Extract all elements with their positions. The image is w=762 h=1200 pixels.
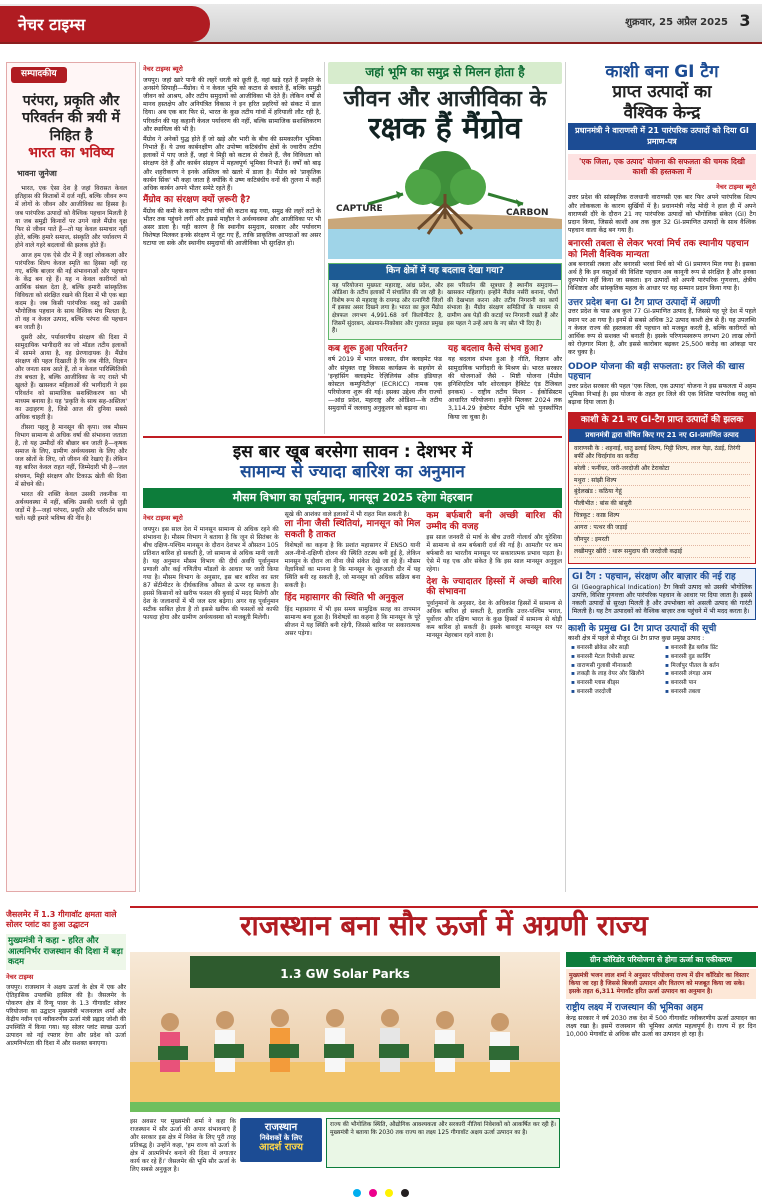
- subheading: मैंग्रोव का संरक्षण क्यों ज़रूरी है?: [143, 195, 251, 206]
- editorial-para: तीसरा पहलू है मानसून की कृपा। जब मौसम विभाग सामान्य से अधिक वर्षा की संभावना जताता है, तो यह उम्मीदों की बौछार बन जाती है—कृषक समाज के लिए, ग्रामीण अर्थव्यवस्था के लिए और जल स्रोतों के लिए, जो जीवन की रेखाएं हैं। लेकिन यह बारिश केवल राहत नहीं, जिम्मेदारी भी है—जल संचयन, मिट्टी संरक्षण और टिकाऊ खेती की दिशा में सोचने की।: [15, 424, 127, 488]
- list-item: ▪ बनारसी पान: [665, 680, 753, 688]
- list-item: ▪ बनारसी हैंड ब्लॉक प्रिंट: [665, 645, 753, 653]
- list-item: चित्रकूट : काष्ठ शिल्प: [574, 512, 750, 522]
- mangrove-headline-2: रक्षक हैं मैंग्रोव: [368, 111, 522, 147]
- gi-explainer-text: GI (Geographical Indication) टैग किसी उत्पाद को उसकी भौगोलिक उत्पत्ति, विशिष्ट गुणवत्ता और पारंपरिक पहचान के आधार पर दिया जाता है। इससे नकली उत्पादों से सुरक्षा मिलती है और उपभोक्ता को असली उत्पाद की गारंटी मिलती है। यह टैग उत्पादकों को वैश्विक बाज़ार तक पहुंचने में भी मदद करता है।: [572, 583, 752, 616]
- gi-headline-1: काशी बना GI टैग: [605, 62, 719, 82]
- gi-tag-feature: [568, 62, 756, 902]
- list-item: ▪ वाराणसी गुलाबी मीनाकारी: [571, 663, 659, 671]
- mangrove-tree-graphic: [328, 149, 562, 259]
- mangrove-illustration: [328, 149, 562, 259]
- list-item: ▪ बनारसी मेटल रिपोसी क्राफ्ट: [571, 654, 659, 662]
- info-box-body: [329, 280, 561, 339]
- monsoon-text: सूखे की आशंका वाले इलाकों में भी राहत मिल सकती है।: [284, 511, 410, 519]
- info-box-title: किन क्षेत्रों में यह बदलाव देखा गया?: [329, 264, 561, 280]
- subheading: देश के ज्यादातर हिस्सों में अच्छी बारिश की संभावना: [426, 577, 562, 598]
- investor-state-badge: [240, 1118, 322, 1162]
- stage-photo-graphic: [130, 952, 560, 1112]
- monsoon-text: जयपुर। इस साल देश में मानसून सामान्य से अधिक रहने की संभावना है। मौसम विभाग ने बताया है कि जून से सितंबर के बीच दक्षिण-पश्चिम मानसून के दौरान देशभर में औसतन 105 प्रतिशत बारिश हो सकती है, जो सामान्य से अधिक मानी जाती है। यह अनुमान मौसम विभाग की दीर्घ अवधि पूर्वानुमान प्रणाली और कई गणितीय मॉडलों के आधार पर जारी किया गया है। मौसम विभाग के अनुसार, इस बार बारिश का स्तर 87 सेंटीमीटर के दीर्घकालिक औसत से ऊपर रह सकता है। इससे किसानों को खरीफ फसल की बुवाई में मदद मिलेगी और देश के जलाशयों में भी जल स्तर बढ़ेगा। अगर यह पूर्वानुमान सटीक साबित होता है तो इससे खरीफ की फसलों को काफी फायदा होगा और ग्रामीण अर्थव्यवस्था को मजबूती मिलेगी।: [143, 525, 279, 622]
- green-corridor-text: मुख्यमंत्री भजन लाल शर्मा ने अनुसार परियोजना राज्य में ग्रीन कॉरिडोर का विस्तार किया जा रहा है जिससे बिजली उत्पादन और वितरण को मजबूत किया जा सके। इसके तहत 6,311 मेगावॉट हरित ऊर्जा उत्पादन का अनुमान है।: [566, 969, 756, 999]
- column-divider: [565, 62, 566, 892]
- capture-label: CAPTURE: [336, 203, 383, 214]
- list-item: ▪ बनारसी ब्रोकेड और साड़ी: [571, 645, 659, 653]
- editorial-para: दूसरी ओर, पर्यावरणीय संरक्षण की दिशा में सामुदायिक भागीदारी का जो मॉडल तटीय इलाकों में सामने आया है, वह प्रेरणादायक है। मैंग्रोव संरक्षण की पहल दिखाती है कि जब नीति, विज्ञान और जनता साथ आते हैं, तो न केवल पारिस्थितिकी तंत्र बचता है, बल्कि आजीविका के नए रास्ते भी खुलते हैं। खासकर महिलाओं की भागीदारी ने इस परिवर्तन को सामाजिक सशक्तिकरण का भी माध्यम बनाया है। यह 'प्रकृति के साथ सह-अस्तित्व' का उदाहरण है, जिसे आज की दुनिया सबसे अधिक चाहती है।: [15, 333, 127, 422]
- solar-inauguration-photo: [130, 952, 560, 1112]
- carbon-label: CARBON: [506, 207, 549, 218]
- list-item: वाराणसी के : शहनाई, धातु ढलाई शिल्प, मिट्टी शिल्प, लाल पेड़ा, ठंडई, तिरंगी बर्फी और चिरईगांव का करौंदा: [574, 445, 750, 463]
- list-item: ▪ बनारसी तबला: [665, 689, 753, 697]
- masthead: नेचर टाइम्स: [0, 6, 210, 42]
- stage-banner-text: 1.3 GW Solar Parks: [280, 967, 410, 981]
- subheading: कब शुरू हुआ परिवर्तन?: [328, 343, 409, 354]
- badge-line-1: राजस्थान: [264, 1122, 298, 1133]
- story-para: मैंग्रोव की कमी के कारण तटीय गांवों की कटाव बढ़ गया, समुद्र की लहरें तटों के भीतर तक पहुंचने लगीं और इससे माहौल ने अर्थव्यवस्था और आजीविका पर भी असर डाला है। यही कारण है कि स्थानीय समुदाय, सरकार और पर्यावरण विशेषज्ञ मिलकर इनके संरक्षण में जुट गए हैं, ताकि प्राकृतिक आपदाओं का असर घटाया जा सके और स्थानीय समुदायों की आजीविका भी सुरक्षित हो।: [143, 207, 321, 248]
- list-item: बरेली : फर्नीचर, जरी-जरदोजी और टेराकोटा: [574, 465, 750, 475]
- monsoon-col: [285, 511, 421, 640]
- list-item: ▪ बनारसी जरदोजी: [571, 689, 659, 697]
- monsoon-col: [426, 511, 562, 640]
- info-box-col: इस परिवर्तन की सूत्रधार है स्थानीय समुदाय—खासकर महिलाएं। इन्होंने मैंग्रोव नर्सरी बनाना, पौधों की देखभाल करना और तटीय निगरानी का कार्य संभाला है। मैंग्रोव संरक्षण समितियों के माध्यम से ग्रामीण अब पेड़ों की कटाई पर निगरानी रखते हैं और इस पहल ने उन्हें आय के नए स्रोत भी दिए हैं।: [447, 282, 558, 327]
- story-para: जयपुर। जहां खारे पानी की लहरें धरती को छूती हैं, वहां खड़े रहते हैं प्रकृति के अनसंगे सिपाही—मैंग्रोव। ये न केवल भूमि को कटाव से बचाते हैं, बल्कि समुद्री जीवन को आश्रय, और तटीय समुदायों को आजीविका भी देते हैं। लेकिन वर्षों से मानव हस्तक्षेप और अनियंत्रित विकास ने इन हरित प्रहरियों को संकट में डाल दिया। अब एक बार फिर से, भारत के कुछ तटीय गांवों में हरियाली लौट रही है, परिवर्तन की यह कहानी केवल पर्यावरण की नहीं, बल्कि सामाजिक सशक्तिकरण और स्थायित्व की भी है।: [143, 76, 321, 133]
- monsoon-text: पूर्वानुमानों के अनुसार, देश के अधिकांश हिस्सों में सामान्य से अधिक बारिश हो सकती है, हालांकि उत्तर-पश्चिम भारत, पूर्वोत्तर और दक्षिण भारत के कुछ हिस्सों में सामान्य से थोड़ी कम बारिश हो सकती है। इसके बावजूद मानसून सत्र पर मानसून मेहरबान रहने वाला है।: [426, 599, 562, 639]
- solar-side-headline: जैसलमेर में 1.3 गीगावॉट क्षमता वाले सोलर प्लांट का हुआ उद्घाटन: [6, 910, 117, 929]
- byline: नेचर टाइम्स ब्यूरो: [143, 514, 183, 523]
- solar-side-column: [6, 910, 126, 1048]
- list-item: पीलीभीत : बांस की बांसुरी: [574, 500, 750, 510]
- badge-line-3: आदर्श राज्य: [258, 1142, 303, 1154]
- subsection: [328, 344, 442, 422]
- info-box-col: यह परियोजना मुख्यतः महाराष्ट्र, आंध्र प्रदेश, और ओडिशा के तटीय इलाकों में संचालित की जा रही है। विशेष रूप से महाराष्ट्र के रायगढ़ और रत्नागिरी जिलों में इसका असर दिखने लगा है। भारत का कुल मैंग्रोव क्षेत्रफल लगभग 4,991.68 वर्ग किलोमीटर है, जिसमें सुंदरबन, अंडमान-निकोबार और गुजरात प्रमुख हैं।: [332, 282, 443, 335]
- gi-headline: [568, 62, 756, 123]
- subsection: [448, 344, 562, 422]
- monsoon-text: इस साल जनवरी से मार्च के बीच उत्तरी गोलार्ध और यूरेशिया में सामान्य से कम बर्फबारी दर्ज की गई है। आमतौर पर कम बर्फबारी का भारतीय मानसून पर सकारात्मक प्रभाव पड़ता है। ऐसे में यह एक और संकेत है कि इस साल मानसून अनुकूल रहेगा।: [426, 533, 562, 574]
- subheading: हिंद महासागर की स्थिति भी अनुकूल: [284, 593, 404, 604]
- story-para: मैंग्रोव ने अनेकों युद्ध होते हैं जो खड़े और भारी के बीच की समकालीन भूमिका निभाते हैं। ये उच्च कार्बनक्षीण और उपोष्ण कटिबंधीय क्षेत्रों के ज्वारीय तटीय इलाकों में पाए जाते हैं, जहां ये मिट्टी को कटाव से रोकते हैं, जैव विविधता को संरक्षण देते हैं और कार्बन संग्रहण में महत्वपूर्ण भूमिका निभाते हैं। वर्षों को बाढ़ और शहरीकरण ने इनके अस्तित्व को खतरे में डाला है। मैंग्रोव को 'प्राकृतिक कार्बन सिंक' भी कहा जाता है क्योंकि ये उष्ण कटिबंधीय वनों की तुलना में कहीं अधिक कार्बन अपने भीतर समेटे रहते हैं।: [143, 135, 321, 193]
- list-item: लखीमपुर खीरी : थारू समुदाय की जरदोजी कढ़ाई: [574, 548, 750, 558]
- green-corridor-headline: ग्रीन कॉरिडोर परियोजना से होगा ऊर्जा का एकीकरण: [566, 952, 756, 967]
- list-item: आगरा : पत्थर की जड़ाई: [574, 524, 750, 534]
- mangrove-headline: [328, 87, 562, 147]
- badge-line-2: निवेशकों के लिए: [259, 1134, 303, 1142]
- gi-section-heading: उत्तर प्रदेश बना GI टैग प्राप्त उत्पादों में अग्रणी: [568, 297, 720, 308]
- gi-product-list: [568, 643, 756, 699]
- editorial-tag: सम्पादकीय: [11, 67, 67, 83]
- solar-story: [0, 900, 762, 1200]
- black-dot-icon: [401, 1189, 409, 1197]
- mangrove-subrow: [328, 344, 562, 422]
- byline: नेचर टाइम्स: [6, 972, 34, 981]
- monsoon-columns: [143, 511, 562, 640]
- gi-para: काशी क्षेत्र में पहले से मौजूद GI टैग प्राप्त कुछ प्रमुख उत्पाद :: [568, 635, 705, 643]
- mangrove-feature: [328, 62, 562, 434]
- subheading: यह बदलाव कैसे संभव हुआ?: [448, 343, 544, 354]
- gi-para: उत्तर प्रदेश के पास अब कुल 77 GI-प्रमाणित उत्पाद हैं, जिससे यह पूरे देश में पहले स्थान पर आ गया है। इनमें से सबसे अधिक 32 उत्पाद काशी क्षेत्र से हैं। यह उपलब्धि न केवल राज्य की हस्तकला की पहचान को मजबूत करती है, बल्कि कारीगरों को आर्थिक रूप से सशक्त भी बनाती है। इसके परिणामस्वरूप लगभग 20 लाख लोगों को रोज़गार मिला है, और इससे कारोबार बढ़कर 25,500 करोड़ का आंकड़ा पार कर चुका है।: [568, 308, 756, 357]
- gi-explainer-box: [568, 568, 756, 621]
- monsoon-headline-2: सामान्य से ज्यादा बारिश का अनुमान: [240, 462, 465, 483]
- list-item: ▪ मिर्जापुर पीतल के बर्तन: [665, 663, 753, 671]
- registration-marks: [0, 1186, 762, 1200]
- column-divider: [139, 62, 140, 892]
- byline: नेचर टाइम्स ब्यूरो: [143, 65, 183, 73]
- gi-list: [569, 442, 755, 563]
- byline: नेचर टाइम्स ब्यूरो: [716, 182, 756, 191]
- editorial-body: [7, 181, 135, 528]
- gi-para: उत्तर प्रदेश की सांस्कृतिक राजधानी वाराणसी एक बार फिर अपने पारंपरिक शिल्प और लोककला के कारण सुर्खियों में है। प्रधानमंत्री नरेंद्र मोदी ने हाल ही में अपने वाराणसी दौरे के दौरान 21 नए पारंपरिक उत्पादों को भौगोलिक संकेत (GI) टैग प्रदान किया, जिससे काशी अब तक कुल 32 GI-प्रमाणित उत्पादों के साथ वैश्विक पहचान वाला केंद्र बन गया है।: [568, 194, 756, 235]
- editorial-column: [6, 62, 136, 892]
- editorial-para: भारत की शक्ति केवल उसकी तकनीक या अर्थव्यवस्था में नहीं, बल्कि उसकी धरती से जुड़ी जड़ों में है—जहां परंपरा, प्रकृति और परिवर्तन साथ चलें। यही हमारे भविष्य की नींव है।: [15, 490, 127, 522]
- green-corridor-column: [566, 952, 756, 1040]
- list-item: ▪ बनारसी लंगड़ा आम: [665, 671, 753, 679]
- subsection-text: यह बदलाव संभव हुआ है नीति, विज्ञान और सामुदायिक भागीदारी के मिश्रण से। भारत सरकार की योजनाओं जैसे - मिष्टी योजना (मैंग्रोव इनिशिएटिव फॉर शोरलाइन हैबिटेट एंड टैंजिबल इनकम) - राष्ट्रीय तटीय मिशन - ईकोसिस्टम आधारित परियोजना। इन्होंने मिलकर 2024 तक 3,114.29 हेक्टेयर मैंग्रोव भूमि को पुनर्स्थापित किया जा चुका है।: [448, 356, 562, 421]
- gi-headline-2: प्राप्त उत्पादों का: [612, 82, 712, 103]
- national-target-heading: राष्ट्रीय लक्ष्य में राजस्थान की भूमिका अहम: [566, 1003, 703, 1014]
- cyan-dot-icon: [353, 1189, 361, 1197]
- list-item: ▪ बनारसी वुड कार्विंग: [665, 654, 753, 662]
- subsection-text: वर्ष 2019 में भारत सरकार, ग्रीन क्लाइमेट फंड और संयुक्त राष्ट्र विकास कार्यक्रम के सहयोग से 'इन्हांसिंग क्लाइमेट रेज़िलियंस ऑफ़ इंडियाज़ कोस्टल कम्युनिटीज़' (ECRICC) नामक एक परियोजना शुरू की गई। इसका उद्देश्य तीन राज्यों—आंध्र प्रदेश, महाराष्ट्र और ओडिशा—के तटीय समुदायों में जलवायु अनुकूलन को बढ़ाना था।: [328, 356, 442, 413]
- editorial-headline: [7, 87, 135, 167]
- monsoon-strapline: मौसम विभाग का पूर्वानुमान, मानसून 2025 रहेगा मेहरबान: [143, 488, 562, 509]
- solar-headline: राजस्थान बना सौर ऊर्जा में अग्रणी राज्य: [130, 906, 758, 950]
- gi-subheadline: प्रधानमंत्री ने वाराणसी में 21 पारंपरिक उत्पादों को दिया GI प्रमाण-पत्र: [568, 123, 756, 150]
- monsoon-headline-1: इस बार खूब बरसेगा सावन : देशभर में: [232, 442, 473, 462]
- gi-headline-3: वैश्विक केन्द्र: [623, 102, 701, 123]
- list-item: जौनपुर : इमरती: [574, 536, 750, 546]
- gi-subheadline-2: 'एक जिला, एक उत्पाद' योजना की सफलता की चमक दिखी काशी की हस्तकला में: [568, 154, 756, 180]
- monsoon-text: विशेषज्ञों का कहना है कि प्रशांत महासागर में ENSO यानी अल-नीनो-दक्षिणी दोलन की स्थिति तटस्थ बनी हुई है, लेकिन मानसून के दौरान ला नीना जैसे संकेत देखे जा रहे हैं। मौसम वैज्ञानिकों का मानना है कि मानसून के शुरुआती दौर में यह स्थिति बनी रह सकती है, जो मानसून को अधिक सक्रिय बना सकती है।: [284, 542, 421, 590]
- magenta-dot-icon: [369, 1189, 377, 1197]
- gi-explainer-heading: GI टैग : पहचान, संरक्षण और बाज़ार की नई राह: [572, 571, 736, 582]
- gi-para: उत्तर प्रदेश सरकार की पहल 'एक जिला, एक उत्पाद' योजना ने इस सफलता में अहम भूमिका निभाई है। इस योजना के तहत हर जिले की एक विशिष्ट पारंपरिक वस्तु को बढ़ावा दिया जाता है।: [568, 383, 756, 407]
- mangrove-story-column: [143, 62, 321, 434]
- solar-policy-box: राज्य की भौगोलिक स्थिति, औद्योगिक आवश्यकता और सरकारी नीतियां निवेशकों को आकर्षित कर रही हैं। मुख्यमंत्री ने बताया कि 2030 तक राज्य का लक्ष्य 125 गीगावॉट अक्षय ऊर्जा उत्पादन का है।: [326, 1118, 560, 1168]
- list-item: मथुरा : सांझी शिल्प: [574, 477, 750, 487]
- gi-list-header: काशी के 21 नए GI-टैग प्राप्त उत्पादों की झलक: [569, 413, 755, 429]
- national-target-text: केन्द्र सरकार ने वर्ष 2030 तक देश में 500 गीगावॉट नवीकरणीय ऊर्जा उत्पादन का लक्ष्य रखा है। इसमें राजस्थान की भूमिका अत्यंत महत्वपूर्ण है। राज्य में हर दिन 10,000 मेगावॉट से अधिक सौर ऊर्जा का उत्पादन हो रहा है।: [566, 1015, 756, 1039]
- mangrove-kicker: जहां भूमि का समुद्र से मिलन होता है: [328, 62, 562, 84]
- solar-text: इस अवसर पर मुख्यमंत्री शर्मा ने कहा कि राजस्थान में सौर ऊर्जा की अपार संभावनाएं हैं और सरकार इस क्षेत्र में निवेश के लिए पूरी तरह प्रतिबद्ध है। उन्होंने कहा, 'हम राज्य को ऊर्जा के क्षेत्र में आत्मनिर्भर बनाने की दिशा में लगातार कार्य कर रहे हैं।' जैसलमेर की भूमि सौर ऊर्जा के लिए सबसे अनुकूल है।: [130, 1118, 236, 1174]
- column-divider: [324, 62, 325, 434]
- yellow-dot-icon: [385, 1189, 393, 1197]
- editorial-headline-1: परंपरा, प्रकृति और परिवर्तन की त्रयी में निहित है: [22, 92, 120, 144]
- gi-section-heading: बनारसी तबला से लेकर भरवां मिर्च तक स्थानीय पहचान को मिली वैश्विक मान्यता: [568, 239, 749, 261]
- page-number: 3: [739, 11, 751, 30]
- mangrove-info-box: [328, 263, 562, 340]
- editorial-headline-2: भारत का भविष्य: [28, 145, 114, 162]
- dateline: शुक्रवार, 25 अप्रैल 2025: [625, 17, 728, 28]
- gi-para: अब बनारसी तबला और बनारसी भरवां मिर्च को भी GI प्रमाणन मिल गया है। इसका अर्थ है कि इन वस्तुओं की विशिष्ट पहचान अब कानूनी रूप से संरक्षित है और इनका दुरुपयोग नहीं किया जा सकता। इन उत्पादों को अपनी पारंपरिक गुणवत्ता, क्षेत्रीय विशिष्टता और सांस्कृतिक महत्व के आधार पर यह सम्मान प्रदान किया गया है।: [568, 260, 756, 293]
- gi-list-subheader: प्रधानमंत्री द्वारा घोषित किए गए 21 नए GI-प्रमाणित उत्पाद: [569, 429, 755, 442]
- solar-side-subheadline: मुख्यमंत्री ने कहा - हरित और आत्मनिर्भर राजस्थान की दिशा में बड़ा कदम: [6, 934, 126, 970]
- editorial-para: आज हम एक ऐसे दौर में हैं जहां लोककला और पारंपरिक शिल्प केवल स्मृति का हिस्सा नहीं रह गए, बल्कि बाज़ार की नई संभावनाओं और पहचान के केंद्र बन रहे हैं। यह न केवल कारीगरों को आर्थिक संबल देता है, बल्कि हमारी सांस्कृतिक विविधता को संरक्षित रखने की दिशा में भी एक बड़ा कदम है। जब किसी पारंपरिक वस्तु को उसकी भौगोलिक पहचान के साथ वैश्विक मंच मिलता है, तो वह न केवल उत्पाद, बल्कि परंपरा की पहचान बन जाती है।: [15, 251, 127, 331]
- subheading: ला नीना जैसी स्थितियां, मानसून को मिल सकती है ताकत: [284, 519, 421, 540]
- gi-section-heading: काशी के प्रमुख GI टैग प्राप्त उत्पादों की सूची: [568, 624, 717, 635]
- list-item: बुंदेलखंड : कठिया गेहूं: [574, 488, 750, 498]
- monsoon-text: हिंद महासागर में भी इस समय सामुद्रिक सतह का तापमान सामान्य बना हुआ है। विशेषज्ञों का कहना है कि मानसून के पूरे सीजन में यह स्थिति बनी रहेगी, जिससे बारिश पर सकारात्मक असर पड़ेगा।: [284, 605, 421, 637]
- list-item: ▪ बनारसी ग्लास बीड्स: [571, 680, 659, 688]
- monsoon-story: [143, 436, 562, 876]
- monsoon-col: [143, 511, 279, 640]
- page-header: [0, 0, 762, 46]
- gi-section-heading: ODOP योजना की बड़ी सफलता: हर जिले की खास पहचान: [568, 361, 745, 383]
- editorial-author: भावना जुनेजा: [17, 168, 57, 178]
- subheading: कम बर्फबारी बनी अच्छी बारिश की उम्मीद की वजह: [426, 511, 562, 532]
- mangrove-headline-1: जीवन और आजीविका के: [343, 86, 547, 112]
- editorial-para: भारत, एक ऐसा देश है जहां विरासत केवल इतिहास की किताबों में दर्ज नहीं, बल्कि जीवन रूप में लोगों के जीवन और आजीविका का हिस्सा है। जब पारंपरिक उत्पादों को वैश्विक पहचान मिलती है या जब समुद्री किनारों पर उगने वाले मैंग्रोव वृक्ष फिर से जीवन पाते हैं—तो यह केवल समाचार नहीं होते, बल्कि हमारे समाज, संस्कृति और पर्यावरण में होने वाले गहरे बदलावों की झलक होते हैं।: [15, 185, 127, 249]
- list-item: ▪ लकड़ी के लाह वेयर और खिलौने: [571, 671, 659, 679]
- solar-side-text: जयपुर। राजस्थान ने अक्षय ऊर्जा के क्षेत्र में एक और ऐतिहासिक उपलब्धि हासिल की है। जैसलमेर के पोकरण क्षेत्र में रिन्यू पावर के 1.3 गीगावॉट सोलर परियोजना का उद्घाटन मुख्यमंत्री भजनलाल शर्मा और केंद्रीय नवीन एवं नवीकरणीय ऊर्जा मंत्री प्रह्लाद जोशी की उपस्थिति में किया गया। यह सोलर प्लांट स्वच्छ ऊर्जा उत्पादन को नई रफ्तार देगा और प्रदेश को ऊर्जा आत्मनिर्भरता की दिशा में और सशक्त बनाएगा।: [6, 984, 126, 1047]
- monsoon-headline: [143, 436, 562, 485]
- gi-list-box: [568, 412, 756, 564]
